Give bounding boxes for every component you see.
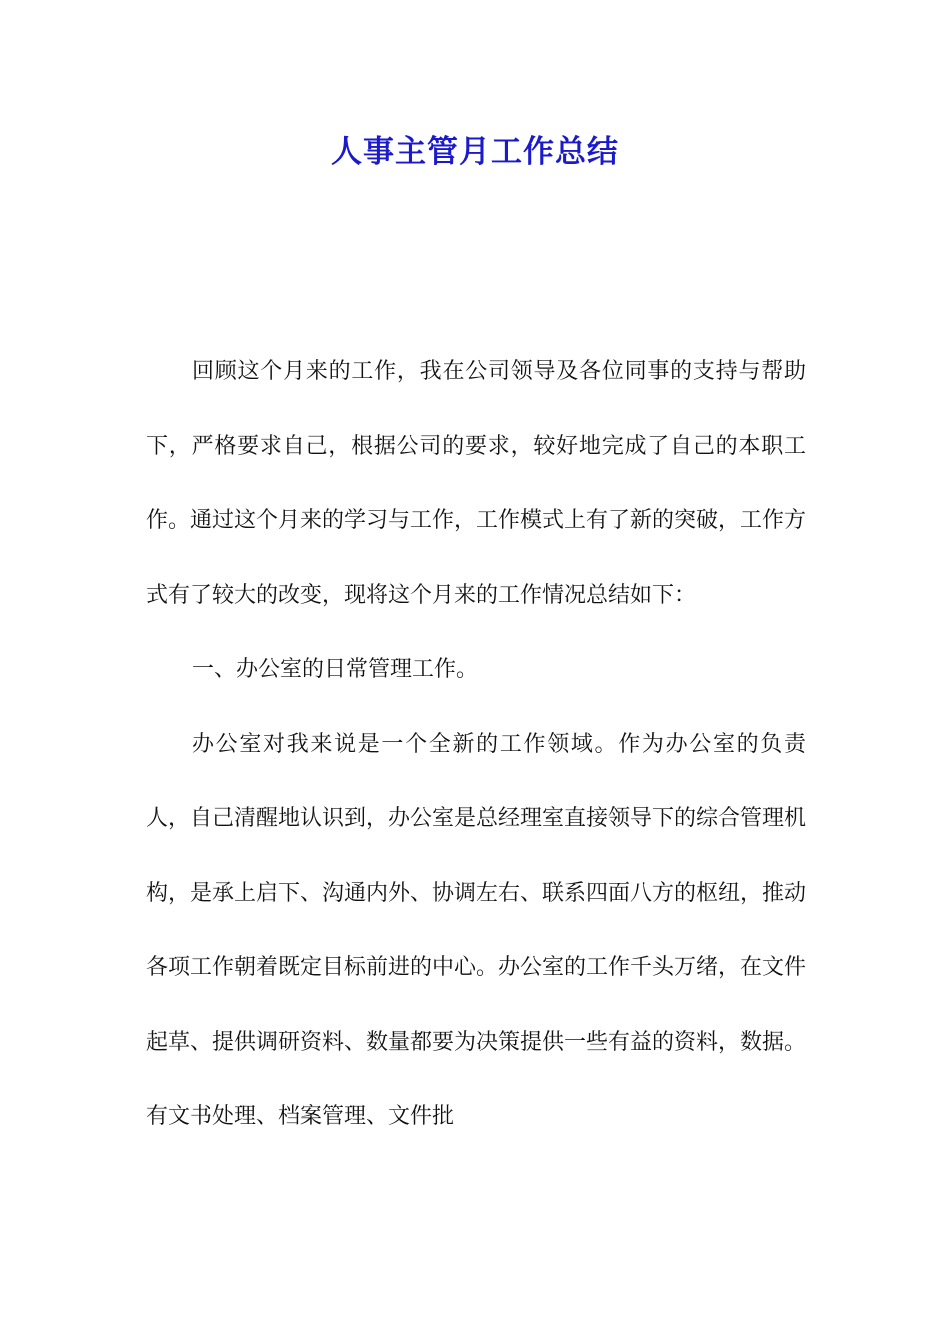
document-body bbox=[146, 335, 806, 1155]
paragraph-office-work: 办公室对我来说是一个全新的工作领域。作为办公室的负责人，自己清醒地认识到，办公室是总经理室直接领导下的综合管理机构，是承上启下、沟通内外、协调左右、联系四面八方的枢纽，推动各项工作朝着既定目标前进的中心。办公室的工作千头万绪，在文件起草、提供调研资料、数量都要为决策提供一些有益的资料，数据。有文书处理、档案管理、文件批 bbox=[146, 731, 807, 1129]
document-title: 人事主管月工作总结 bbox=[331, 134, 619, 170]
paragraph-intro: 回顾这个月来的工作，我在公司领导及各位同事的支持与帮助下，严格要求自己，根据公司的要求，较好地完成了自己的本职工作。通过这个月来的学习与工作，工作模式上有了新的突破，工作方式有了较大的改变，现将这个月来的工作情况总结如下： bbox=[146, 359, 807, 608]
paragraph-section-heading: 一、办公室的日常管理工作。 bbox=[192, 657, 479, 682]
